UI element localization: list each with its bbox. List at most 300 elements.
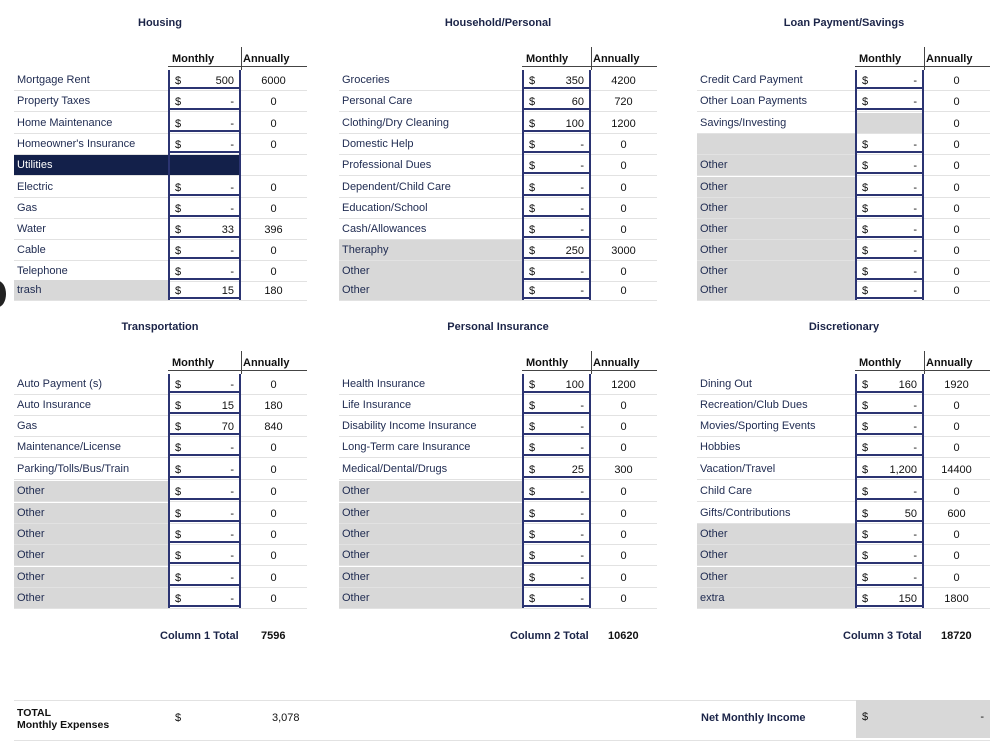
monthly-value: - (913, 550, 917, 562)
annual-cell-other: 0 (620, 593, 627, 605)
row-label-other: Other (697, 198, 855, 218)
monthly-value: - (913, 245, 917, 257)
monthly-cell-underline (522, 257, 590, 259)
row-label-other: Other (697, 280, 855, 300)
row-label-other: Other (14, 588, 168, 608)
dollar-sign: $ (529, 118, 536, 130)
monthly-cell-underline (855, 433, 923, 435)
monthly-cell-underline (168, 433, 240, 435)
monthly-value: - (580, 529, 584, 541)
annually-header: Annually (243, 53, 290, 65)
annual-cell-other: 0 (270, 593, 277, 605)
annual-cell-cash-allowances: 0 (620, 224, 627, 236)
row-separator (697, 501, 990, 502)
monthly-value: - (230, 464, 234, 476)
dollar-sign: $ (175, 285, 182, 297)
monthly-header: Monthly (172, 357, 215, 369)
dollar-sign: $ (862, 139, 869, 151)
header-divider (241, 351, 242, 374)
header-underline (855, 370, 990, 371)
monthly-value: 100 (565, 379, 584, 391)
total-monthly-expenses-value: 3,078 (272, 712, 300, 724)
monthly-value: 15 (221, 285, 234, 297)
net-monthly-income-label: Net Monthly Income (701, 712, 806, 724)
dollar-sign: $ (529, 593, 536, 605)
monthly-cell-underline (168, 130, 240, 132)
header-underline (522, 66, 657, 67)
monthly-cell-underline (522, 297, 590, 299)
row-separator (14, 300, 307, 301)
header-underline (168, 370, 307, 371)
dollar-sign: $ (529, 139, 536, 151)
monthly-cell-underline (168, 194, 240, 196)
dollar-sign: $ (529, 182, 536, 194)
bottom-divider (14, 700, 990, 701)
monthly-cell-underline (168, 87, 240, 89)
annual-cell-gas: 840 (264, 421, 283, 433)
monthly-value: - (230, 529, 234, 541)
monthly-cell-underline (522, 454, 590, 456)
total-label-line2: Monthly Expenses (17, 719, 110, 731)
dollar-sign: $ (529, 421, 536, 433)
annual-cell-other: 0 (953, 224, 960, 236)
dollar-sign: $ (529, 508, 536, 520)
header-divider (241, 47, 242, 70)
monthly-border-right (589, 374, 591, 608)
header-divider (924, 47, 925, 70)
dollar-sign: $ (862, 96, 869, 108)
monthly-value: - (230, 96, 234, 108)
annual-cell-other: 0 (620, 285, 627, 297)
annual-cell-water: 396 (264, 224, 283, 236)
row-label-other: Other (697, 219, 855, 239)
annual-cell-electric: 0 (270, 182, 277, 194)
monthly-value: - (230, 245, 234, 257)
monthly-value: 50 (904, 508, 917, 520)
monthly-value: - (230, 266, 234, 278)
monthly-value: - (913, 442, 917, 454)
edge-circle (0, 281, 6, 307)
row-label-other: Other (697, 240, 855, 260)
annual-cell-other: 0 (953, 266, 960, 278)
row-label-health-insurance: Health Insurance (342, 378, 426, 390)
monthly-value: - (580, 550, 584, 562)
row-label-professional-dues: Professional Dues (342, 159, 432, 171)
monthly-cell-underline (168, 520, 240, 522)
dollar-sign: $ (529, 486, 536, 498)
row-separator (339, 111, 657, 112)
monthly-value: - (580, 139, 584, 151)
row-label-other-loan-payments: Other Loan Payments (700, 95, 808, 107)
monthly-cell-underline (855, 498, 923, 500)
monthly-cell-savings-investing[interactable] (855, 113, 923, 133)
row-label-other: Other (339, 567, 522, 587)
column-1-total-value: 7596 (261, 630, 286, 642)
annual-cell-movies-sporting-events: 0 (953, 421, 960, 433)
monthly-cell-underline (855, 541, 923, 543)
monthly-value: - (230, 118, 234, 130)
dollar-sign: $ (529, 464, 536, 476)
column-3-total-label: Column 3 Total (843, 630, 922, 642)
monthly-cell-underline (855, 605, 923, 607)
row-label-other: Other (339, 545, 522, 565)
row-label-gifts-contributions: Gifts/Contributions (700, 507, 791, 519)
net-monthly-income-field[interactable] (856, 700, 990, 738)
monthly-cell-underline (855, 257, 923, 259)
annual-cell-other-loan-payments: 0 (953, 96, 960, 108)
row-separator (339, 300, 657, 301)
monthly-border-right (922, 374, 924, 608)
monthly-cell-underline (855, 562, 923, 564)
dollar-sign: $ (529, 400, 536, 412)
row-label-auto-payment-s: Auto Payment (s) (17, 378, 102, 390)
row-separator (697, 175, 990, 176)
dollar-sign: $ (529, 266, 536, 278)
annually-header: Annually (593, 357, 640, 369)
dollar-sign: $ (529, 75, 536, 87)
row-label-cable: Cable (17, 244, 46, 256)
header-divider (591, 351, 592, 374)
monthly-value: 1,200 (889, 464, 917, 476)
monthly-cell-underline (168, 562, 240, 564)
dollar-sign: $ (862, 182, 869, 194)
dollar-sign: $ (862, 379, 869, 391)
monthly-value: - (913, 160, 917, 172)
section-title-loan-payment-savings: Loan Payment/Savings (783, 17, 905, 29)
annual-cell-other: 0 (620, 266, 627, 278)
monthly-value: - (580, 572, 584, 584)
row-label-life-insurance: Life Insurance (342, 399, 412, 411)
dollar-sign: $ (175, 486, 182, 498)
row-separator (14, 608, 307, 609)
dollar-sign: $ (175, 529, 182, 541)
monthly-value: - (913, 421, 917, 433)
row-separator (697, 565, 990, 566)
header-divider (591, 47, 592, 70)
row-label-personal-care: Personal Care (342, 95, 413, 107)
monthly-value: - (913, 182, 917, 194)
monthly-value: - (230, 550, 234, 562)
monthly-value: - (913, 572, 917, 584)
row-label-gas: Gas (17, 202, 38, 214)
annual-cell-theraphy: 3000 (611, 245, 636, 257)
row-label-gas: Gas (17, 420, 38, 432)
monthly-value: - (580, 442, 584, 454)
section-title-discretionary: Discretionary (808, 321, 880, 333)
row-label-maintenance-license: Maintenance/License (17, 441, 121, 453)
row-label-movies-sporting-events: Movies/Sporting Events (700, 420, 816, 432)
monthly-border-right (239, 374, 241, 608)
dollar-sign: $ (862, 593, 869, 605)
monthly-value: - (580, 421, 584, 433)
monthly-value: - (230, 442, 234, 454)
monthly-cell-underline (855, 412, 923, 414)
annual-cell-other: 0 (953, 550, 960, 562)
annual-cell-vacation-travel: 14400 (941, 464, 972, 476)
monthly-value: - (580, 486, 584, 498)
monthly-value: - (230, 572, 234, 584)
dollar-sign: $ (862, 203, 869, 215)
dollar-sign: $ (862, 285, 869, 297)
annual-cell-maintenance-license: 0 (270, 442, 277, 454)
dollar-sign: $ (175, 224, 182, 236)
monthly-cell-underline (855, 584, 923, 586)
monthly-cell-underline (855, 108, 923, 110)
row-separator (339, 501, 657, 502)
dollar-sign: $ (862, 442, 869, 454)
monthly-cell-underline (522, 215, 590, 217)
annual-cell-homeowner-s-insurance: 0 (270, 139, 277, 151)
annual-cell-health-insurance: 1200 (611, 379, 636, 391)
row-label-cash-allowances: Cash/Allowances (342, 223, 427, 235)
monthly-cell-underline (168, 476, 240, 478)
dollar-sign: $ (175, 464, 182, 476)
row-label-dining-out: Dining Out (700, 378, 752, 390)
monthly-cell-underline (168, 257, 240, 259)
monthly-border-left (522, 70, 524, 300)
annual-cell-utilities (242, 155, 305, 175)
row-separator (14, 501, 307, 502)
section-title-housing: Housing (138, 17, 182, 29)
dollar-sign: $ (529, 285, 536, 297)
monthly-cell-underline (522, 520, 590, 522)
row-separator (14, 111, 307, 112)
monthly-value: - (230, 182, 234, 194)
annual-cell-cable: 0 (270, 245, 277, 257)
row-label-utilities: Utilities (14, 155, 240, 175)
monthly-cell-underline (168, 108, 240, 110)
total-monthly-expenses-label (17, 707, 109, 731)
annual-cell-other: 0 (953, 182, 960, 194)
row-label-other: Other (14, 481, 168, 501)
annual-cell-auto-insurance: 180 (264, 400, 283, 412)
dollar-sign: $ (175, 203, 182, 215)
monthly-value: 350 (565, 75, 584, 87)
annual-cell-medical-dental-drugs: 300 (614, 464, 633, 476)
annual-cell-property-taxes: 0 (270, 96, 277, 108)
dollar-sign: $ (529, 572, 536, 584)
monthly-cell-underline (168, 391, 240, 393)
monthly-cell-underline (855, 151, 923, 153)
monthly-cell-underline (168, 584, 240, 586)
monthly-cell-underline (168, 498, 240, 500)
monthly-cell-underline (522, 433, 590, 435)
monthly-border-right (922, 70, 924, 300)
dollar-sign: $ (175, 139, 182, 151)
row-label-electric: Electric (17, 181, 54, 193)
monthly-cell-underline (522, 541, 590, 543)
monthly-value: - (230, 593, 234, 605)
row-separator (697, 608, 990, 609)
annual-cell-professional-dues: 0 (620, 160, 627, 172)
dollar-sign: $ (175, 182, 182, 194)
monthly-cell-underline (855, 476, 923, 478)
monthly-value: 15 (221, 400, 234, 412)
row-label-other: Other (339, 503, 522, 523)
row-label-groceries: Groceries (342, 74, 390, 86)
row-separator (14, 479, 307, 480)
monthly-value: - (580, 266, 584, 278)
monthly-cell-underline (522, 172, 590, 174)
column-2-total-label: Column 2 Total (510, 630, 589, 642)
monthly-cell-underline (855, 236, 923, 238)
dollar-sign: $ (862, 400, 869, 412)
monthly-cell-underline (855, 215, 923, 217)
annual-cell-other: 0 (270, 572, 277, 584)
annual-cell-other: 0 (953, 285, 960, 297)
section-title-transportation: Transportation (121, 321, 199, 333)
row-label-other: Other (697, 524, 855, 544)
row-separator (339, 608, 657, 609)
dollar-sign: $ (175, 550, 182, 562)
annual-cell-education-school: 0 (620, 203, 627, 215)
annual-cell-other: 0 (270, 508, 277, 520)
monthly-value: - (913, 266, 917, 278)
annual-cell-gas: 0 (270, 203, 277, 215)
monthly-cell-underline (855, 194, 923, 196)
row-label-blank (697, 134, 855, 154)
row-label-savings-investing: Savings/Investing (700, 117, 787, 129)
row-label-water: Water (17, 223, 46, 235)
row-label-education-school: Education/School (342, 202, 428, 214)
row-separator (697, 457, 990, 458)
dollar-sign: $ (862, 572, 869, 584)
annual-cell-other: 0 (620, 550, 627, 562)
row-label-other: Other (697, 261, 855, 281)
section-title-personal-insurance: Personal Insurance (447, 321, 549, 333)
row-label-other: Other (697, 545, 855, 565)
row-separator (697, 479, 990, 480)
monthly-header: Monthly (526, 357, 569, 369)
monthly-border-left (522, 374, 524, 608)
annual-cell-other: 0 (953, 572, 960, 584)
dollar-sign: $ (862, 421, 869, 433)
monthly-cell-underline (168, 297, 240, 299)
dollar-sign: $ (529, 96, 536, 108)
monthly-header: Monthly (859, 357, 902, 369)
monthly-value: - (230, 379, 234, 391)
row-label-vacation-travel: Vacation/Travel (700, 463, 776, 475)
monthly-cell-underline (522, 236, 590, 238)
row-separator (339, 565, 657, 566)
row-label-domestic-help: Domestic Help (342, 138, 414, 150)
row-separator (14, 457, 307, 458)
monthly-cell-underline (522, 584, 590, 586)
header-underline (168, 66, 307, 67)
row-label-other: Other (14, 503, 168, 523)
annual-cell-other: 0 (953, 203, 960, 215)
annual-cell-other: 0 (953, 160, 960, 172)
annual-cell-clothing-dry-cleaning: 1200 (611, 118, 636, 130)
monthly-value: - (913, 75, 917, 87)
dollar-sign: $ (862, 486, 869, 498)
annual-cell-dependent-child-care: 0 (620, 182, 627, 194)
net-income-value: - (980, 711, 984, 723)
monthly-header: Monthly (172, 53, 215, 65)
monthly-cell-underline (168, 151, 240, 153)
column-1-total-label: Column 1 Total (160, 630, 239, 642)
monthly-value: - (913, 529, 917, 541)
row-label-child-care: Child Care (700, 485, 752, 497)
monthly-cell-underline (855, 87, 923, 89)
monthly-cell-underline (522, 476, 590, 478)
dollar-sign: $ (529, 379, 536, 391)
monthly-cell-underline (855, 454, 923, 456)
monthly-border-right (589, 70, 591, 300)
monthly-value: 33 (221, 224, 234, 236)
monthly-cell-underline (522, 412, 590, 414)
monthly-cell-underline (168, 454, 240, 456)
monthly-value: - (913, 285, 917, 297)
annual-cell-recreation-club-dues: 0 (953, 400, 960, 412)
net-income-dollar: $ (862, 711, 869, 723)
row-label-other: Other (697, 177, 855, 197)
dollar-sign: $ (862, 508, 869, 520)
monthly-value: 250 (565, 245, 584, 257)
row-separator (339, 457, 657, 458)
annual-cell-extra: 1800 (944, 593, 969, 605)
row-label-other: Other (339, 280, 522, 300)
annual-cell-other: 0 (270, 550, 277, 562)
row-label-hobbies: Hobbies (700, 441, 741, 453)
monthly-value: - (580, 400, 584, 412)
annual-cell-domestic-help: 0 (620, 139, 627, 151)
monthly-value: - (230, 508, 234, 520)
section-title-household-personal: Household/Personal (444, 17, 552, 29)
row-label-clothing-dry-cleaning: Clothing/Dry Cleaning (342, 117, 449, 129)
monthly-border-left (855, 374, 857, 608)
annual-cell-other: 0 (620, 572, 627, 584)
monthly-cell-underline (522, 108, 590, 110)
monthly-value: - (913, 224, 917, 236)
monthly-value: - (913, 486, 917, 498)
monthly-value: - (580, 285, 584, 297)
monthly-cell-underline (522, 151, 590, 153)
monthly-value: - (230, 203, 234, 215)
dollar-sign: $ (175, 118, 182, 130)
monthly-cell-underline (855, 391, 923, 393)
dollar-sign: $ (529, 550, 536, 562)
annual-cell-credit-card-payment: 0 (953, 75, 960, 87)
annual-cell-other: 0 (620, 529, 627, 541)
annual-cell-personal-care: 720 (614, 96, 633, 108)
row-label-disability-income-insurance: Disability Income Insurance (342, 420, 477, 432)
monthly-cell-underline (522, 498, 590, 500)
annually-header: Annually (243, 357, 290, 369)
annual-cell-other: 0 (270, 529, 277, 541)
dollar-sign: $ (862, 224, 869, 236)
monthly-value: - (230, 486, 234, 498)
annual-cell-gifts-contributions: 600 (947, 508, 966, 520)
row-separator (14, 565, 307, 566)
row-label-other: Other (14, 567, 168, 587)
row-label-long-term-care-insurance: Long-Term care Insurance (342, 441, 471, 453)
annual-cell-other: 0 (270, 486, 277, 498)
dollar-sign: $ (175, 593, 182, 605)
dollar-sign: $ (529, 160, 536, 172)
row-label-property-taxes: Property Taxes (17, 95, 91, 107)
monthly-border-left (168, 70, 170, 300)
monthly-border-right (239, 70, 241, 300)
monthly-value: - (580, 160, 584, 172)
row-label-dependent-child-care: Dependent/Child Care (342, 181, 451, 193)
column-3-total-value: 18720 (941, 630, 972, 642)
monthly-value: - (913, 400, 917, 412)
monthly-value: 100 (565, 118, 584, 130)
dollar-sign: $ (175, 379, 182, 391)
row-separator (14, 175, 307, 176)
monthly-value: - (230, 139, 234, 151)
